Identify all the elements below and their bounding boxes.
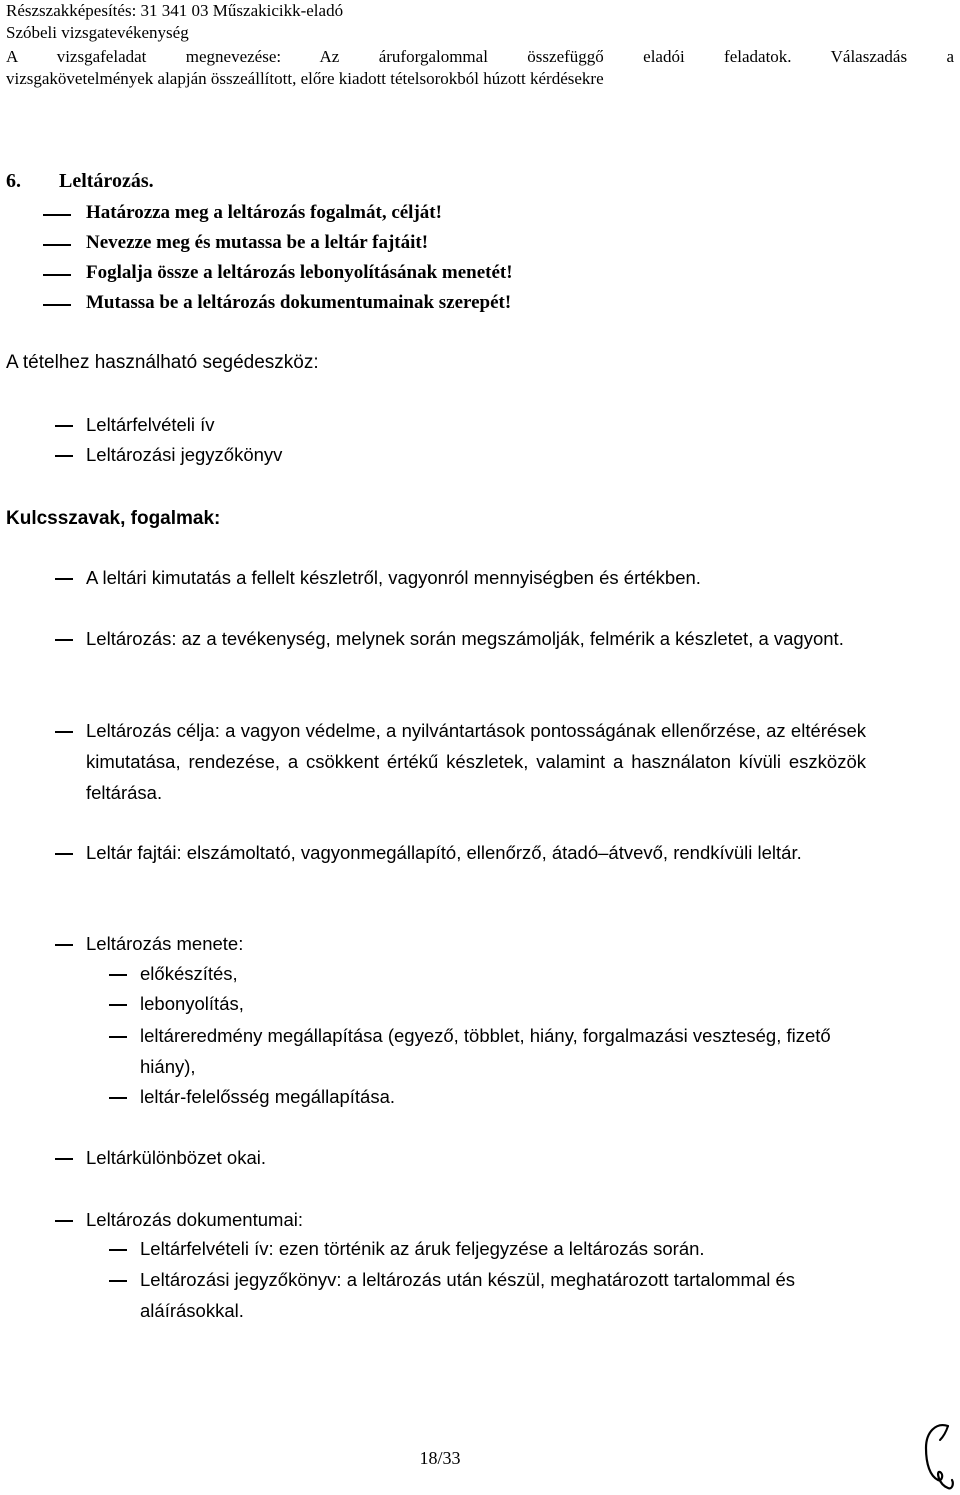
dash-bullet (55, 853, 73, 855)
dash-bullet (55, 944, 73, 946)
header-line-1: Részszakképesítés: 31 341 03 Műszakicikk-eladó (6, 1, 344, 20)
header-line-3: A vizsgafeladat megnevezése: Az áruforgalommal összefüggő eladói feladatok. Válaszadás a (6, 47, 954, 66)
documents-heading: Leltározás dokumentumai: (86, 1209, 303, 1230)
dash-bullet (55, 425, 73, 427)
header-line-2: Szóbeli vizsgatevékenység (6, 23, 189, 42)
dash-bullet (55, 639, 73, 641)
document-item: Leltárfelvételi ív: ezen történik az áruk feljegyzése a leltározás során. (140, 1238, 705, 1259)
keywords-heading: Kulcsszavak, fogalmak: (6, 508, 221, 529)
tool-item: Leltárfelvételi ív (86, 414, 215, 435)
item-number: 6. (6, 170, 21, 192)
task-item: Mutassa be a leltározás dokumentumainak szerepét! (86, 292, 512, 313)
tool-item: Leltározási jegyzőkönyv (86, 444, 283, 465)
dash-bullet (43, 304, 71, 306)
item-title (6, 170, 154, 193)
dash-bullet (109, 974, 127, 976)
dash-bullet (109, 1036, 127, 1038)
document-item: Leltározási jegyzőkönyv: a leltározás után készül, meghatározott tartalommal és aláírásokkal. (140, 1269, 796, 1321)
dash-bullet (43, 214, 71, 216)
dash-bullet (109, 1097, 127, 1099)
task-item: Foglalja össze a leltározás lebonyolításának menetét! (86, 262, 513, 283)
dash-bullet (109, 1249, 127, 1251)
keyword-paragraph: Leltárkülönbözet okai. (86, 1147, 266, 1168)
dash-bullet (43, 244, 71, 246)
keyword-paragraph: Leltár fajtái: elszámoltató, vagyonmegállapító, ellenőrző, átadó–átvevő, rendkívüli leltár. (86, 842, 802, 863)
process-step: leltáreredmény megállapítása (egyező, többlet, hiány, forgalmazási veszteség, fizető hiány), (140, 1025, 831, 1077)
page-number: 18/33 (419, 1448, 461, 1468)
dash-bullet (55, 578, 73, 580)
task-item: Nevezze meg és mutassa be a leltár fajtáit! (86, 232, 429, 253)
keyword-paragraph: Leltározás: az a tevékenység, melynek során megszámolják, felmérik a készletet, a vagyont. (86, 628, 844, 649)
item-title-text: Leltározás. (59, 170, 154, 192)
process-step: leltár-felelősség megállapítása. (140, 1086, 396, 1107)
dash-bullet (55, 731, 73, 733)
dash-bullet (55, 1158, 73, 1160)
dash-bullet (43, 274, 71, 276)
keyword-paragraph: Leltározás célja: a vagyon védelme, a nyilvántartások pontosságának ellenőrzése, az eltérések kimutatása, rendezése, a csökkent értékű készletek, valamint a használaton kívüli eszközök feltárása. (86, 720, 866, 803)
header-line-4: vizsgakövetelmények alapján összeállított, előre kiadott tételsorokból húzott kérdésekre (6, 69, 604, 88)
dash-bullet (109, 1280, 127, 1282)
signature-mark (918, 1418, 956, 1492)
process-step: előkészítés, (140, 963, 238, 984)
process-step: lebonyolítás, (140, 993, 244, 1014)
dash-bullet (109, 1004, 127, 1006)
dash-bullet (55, 1220, 73, 1222)
dash-bullet (55, 455, 73, 457)
task-item: Határozza meg a leltározás fogalmát, célját! (86, 202, 442, 223)
tools-heading: A tételhez használható segédeszköz: (6, 352, 319, 373)
process-heading: Leltározás menete: (86, 933, 244, 954)
keyword-paragraph: A leltári kimutatás a fellelt készletről, vagyonról mennyiségben és értékben. (86, 567, 701, 588)
